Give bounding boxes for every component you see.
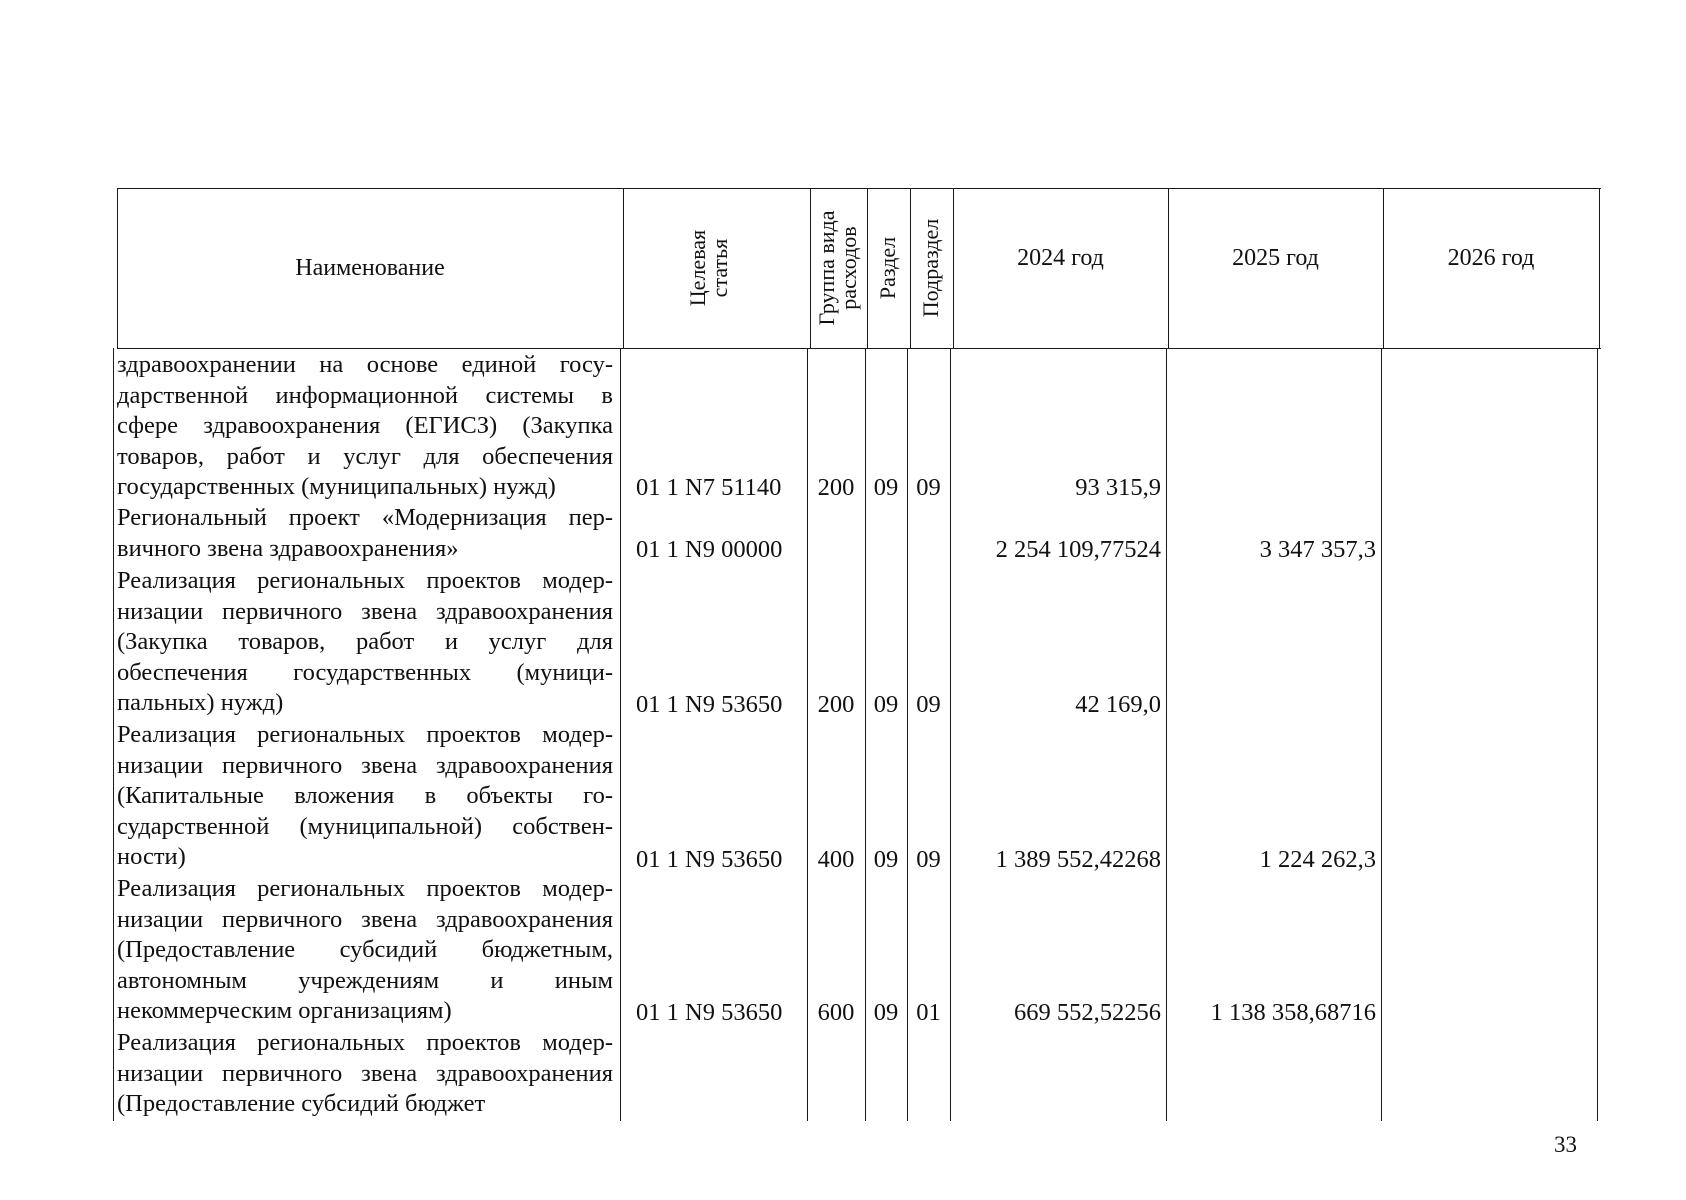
- header-subsection: Подраздел: [918, 218, 943, 318]
- header-border-4: [910, 188, 911, 348]
- row-name: здравоохранении на основе единой государственной информационной системы в сфере здравоохранения (ЕГИСЗ) (Закупка товаров, работ и услуг для обеспечения государственных (муниципальных) нужд): [117, 351, 613, 501]
- row-section: 09: [873, 691, 899, 718]
- row-2024: 42 169,0: [1075, 691, 1161, 718]
- body-border-7: [1381, 348, 1382, 1121]
- row-group: 400: [817, 846, 855, 873]
- body-border-right: [1597, 348, 1598, 1121]
- row-group: 200: [817, 691, 855, 718]
- row-2025: 1 138 358,68716: [1210, 999, 1376, 1026]
- row-code: 01 1 N9 53650: [636, 691, 783, 718]
- row-group: 200: [817, 474, 855, 501]
- row-code: 01 1 N9 53650: [636, 846, 783, 873]
- header-section: Раздел: [875, 236, 900, 300]
- header-border-1: [623, 188, 624, 348]
- row-2024: 1 389 552,42268: [995, 846, 1161, 873]
- row-code: 01 1 N9 53650: [636, 999, 783, 1026]
- header-name: Наименование: [295, 255, 445, 281]
- row-code: 01 1 N7 51140: [636, 474, 782, 501]
- row-group: 600: [817, 999, 855, 1026]
- row-subsection: 09: [916, 691, 941, 718]
- row-2024: 2 254 109,77524: [995, 536, 1161, 563]
- row-subsection: 09: [916, 846, 941, 873]
- row-2024: 669 552,52256: [1014, 999, 1161, 1026]
- header-target-article: Целевая статья: [685, 229, 732, 307]
- row-section: 09: [873, 474, 899, 501]
- row-name: Региональный проект «Модернизация первичного звена здравоохранения»: [117, 504, 613, 562]
- row-name: Реализация региональных проектов модернизации первичного звена здравоохранения (Закупка товаров, работ и услуг для обеспечения государственных (муниципальных) нужд): [117, 567, 613, 717]
- row-2025: 3 347 357,3: [1259, 536, 1376, 563]
- header-2026: 2026 год: [1447, 245, 1535, 271]
- row-section: 09: [873, 999, 899, 1026]
- row-name: Реализация региональных проектов модернизации первичного звена здравоохранения (Предоставление субсидий бюджетным, автономным учреждениям и иным некоммерческим организациям): [117, 875, 613, 1025]
- row-name: Реализация региональных проектов модернизации первичного звена здравоохранения (Предоставление субсидий бюджет: [117, 1029, 613, 1118]
- header-2024: 2024 год: [1017, 245, 1104, 271]
- row-section: 09: [873, 846, 899, 873]
- row-2025: 1 224 262,3: [1259, 846, 1376, 873]
- page-number: 33: [1554, 1132, 1577, 1157]
- body-border-6: [1166, 348, 1167, 1121]
- header-expense-group: Группа вида расходов: [814, 210, 861, 326]
- row-subsection: 09: [916, 474, 941, 501]
- header-border-2: [810, 188, 811, 348]
- body-border-left: [113, 348, 114, 1121]
- header-border-right: [1599, 188, 1600, 348]
- row-2024: 93 315,9: [1075, 474, 1161, 501]
- row-subsection: 01: [916, 999, 941, 1026]
- body-border-1: [620, 348, 621, 1121]
- row-name: Реализация региональных проектов модернизации первичного звена здравоохранения (Капитальные вложения в объекты государственной (муниципальной) собственности): [117, 721, 613, 871]
- header-bottom-border: [117, 348, 1601, 349]
- row-code: 01 1 N9 00000: [636, 536, 783, 563]
- header-2025: 2025 год: [1232, 245, 1319, 271]
- body-border-5: [950, 348, 951, 1121]
